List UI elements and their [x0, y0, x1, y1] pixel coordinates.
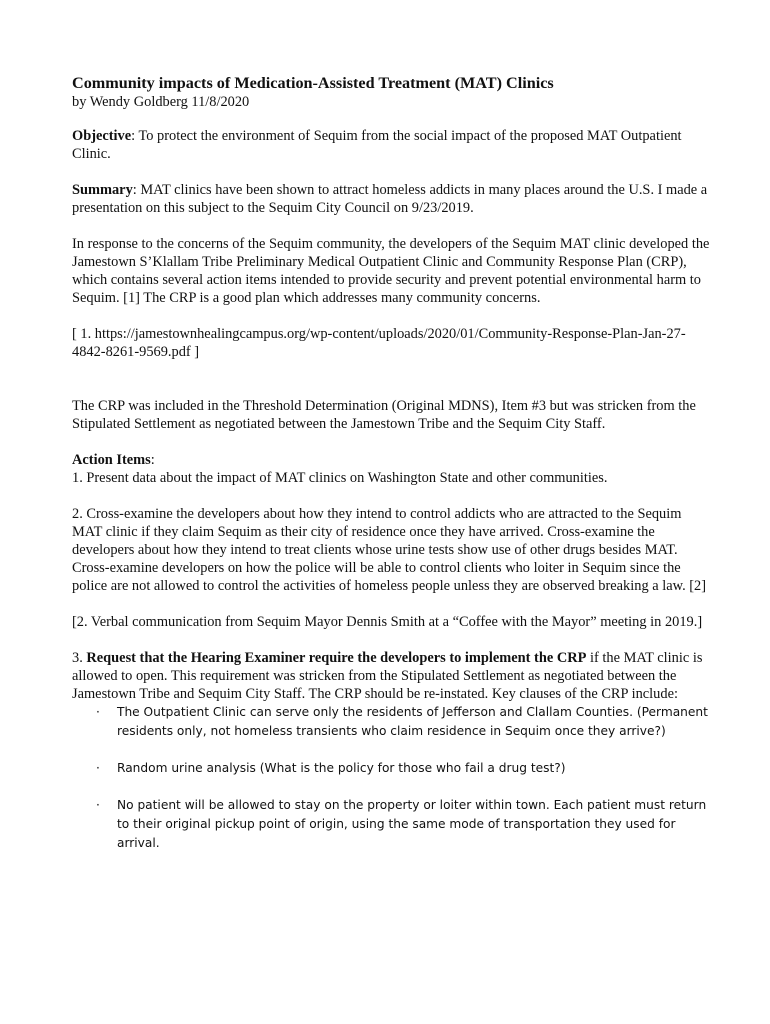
list-item [72, 703, 712, 741]
objective-text: : To protect the environment of Sequim from the social impact of the proposed MAT Outpatient Clinic. [72, 128, 682, 162]
bullet-marker: · [96, 798, 100, 812]
action-items-heading [72, 451, 712, 469]
action-item-3-number: 3. [72, 650, 87, 666]
response-paragraph: In response to the concerns of the Sequim community, the developers of the Sequim MAT clinic developed the Jamestown S’Klallam Tribe Preliminary Medical Outpatient Clinic and Community Response Plan (CRP), which contains several action items intended to provide security and prevent potential environmental harm to Sequim. [1] The CRP is a good plan which addresses many community concerns. [72, 236, 710, 306]
bullet-marker: · [96, 761, 100, 775]
document-title: Community impacts of Medication-Assisted Treatment (MAT) Clinics [72, 74, 554, 92]
objective-paragraph [72, 127, 712, 163]
action-items-colon: : [150, 452, 155, 468]
objective-label: Objective [72, 128, 132, 144]
action-item-3-text: if the MAT clinic is allowed to open. This requirement was stricken from the Stipulated Settlement as negotiated between the Jamestown Tribe and Sequim City Staff. The CRP should be re-instated. Key clauses of the CRP include: [72, 650, 703, 702]
crp-clause-list [72, 703, 712, 853]
action-item-3-bold: Request that the Hearing Examiner require the developers to implement the CRP [86, 650, 587, 666]
summary-label: Summary [72, 182, 133, 198]
byline: by Wendy Goldberg 11/8/2020 [72, 94, 250, 110]
list-item-text: Random urine analysis (What is the policy for those who fail a drug test?) [117, 761, 566, 775]
list-item-text: No patient will be allowed to stay on the property or loiter within town. Each patient must return to their original pickup point of origin, using the same mode of transportation they used for arrival. [117, 798, 707, 850]
action-items-label: Action Items [72, 452, 151, 468]
footnote-2: [2. Verbal communication from Sequim Mayor Dennis Smith at a “Coffee with the Mayor” meeting in 2019.] [72, 614, 703, 630]
footnote-1: [ 1. https://jamestownhealingcampus.org/wp-content/uploads/2020/01/Community-Response-Plan-Jan-27-4842-8261-9569.pdf ] [72, 326, 686, 360]
action-item-2: 2. Cross-examine the developers about how they intend to control addicts who are attracted to the Sequim MAT clinic if they claim Sequim as their city of residence once they have arrived. Cross-examine the developers about how they intend to treat clients whose urine tests show use of other drugs besides MAT. Cross-examine developers on how the police will be able to control clients who loiter in Sequim since the police are not allowed to control the activities of homeless people unless they are observed breaking a law. [2] [72, 506, 707, 594]
list-item [72, 796, 712, 853]
document-page [72, 73, 712, 871]
bullet-marker: · [96, 705, 100, 719]
list-item [72, 759, 712, 778]
action-item-3 [72, 649, 712, 703]
summary-paragraph [72, 181, 712, 217]
list-item-text: The Outpatient Clinic can serve only the residents of Jefferson and Clallam Counties. (Permanent residents only, not homeless transients who claim residence in Sequim once they arrive?) [117, 705, 708, 738]
threshold-paragraph: The CRP was included in the Threshold Determination (Original MDNS), Item #3 but was stricken from the Stipulated Settlement as negotiated between the Jamestown Tribe and the Sequim City Staff. [72, 398, 696, 432]
summary-text: : MAT clinics have been shown to attract homeless addicts in many places around the U.S. I made a presentation on this subject to the Sequim City Council on 9/23/2019. [72, 182, 708, 216]
action-item-1: 1. Present data about the impact of MAT clinics on Washington State and other communities. [72, 470, 608, 486]
